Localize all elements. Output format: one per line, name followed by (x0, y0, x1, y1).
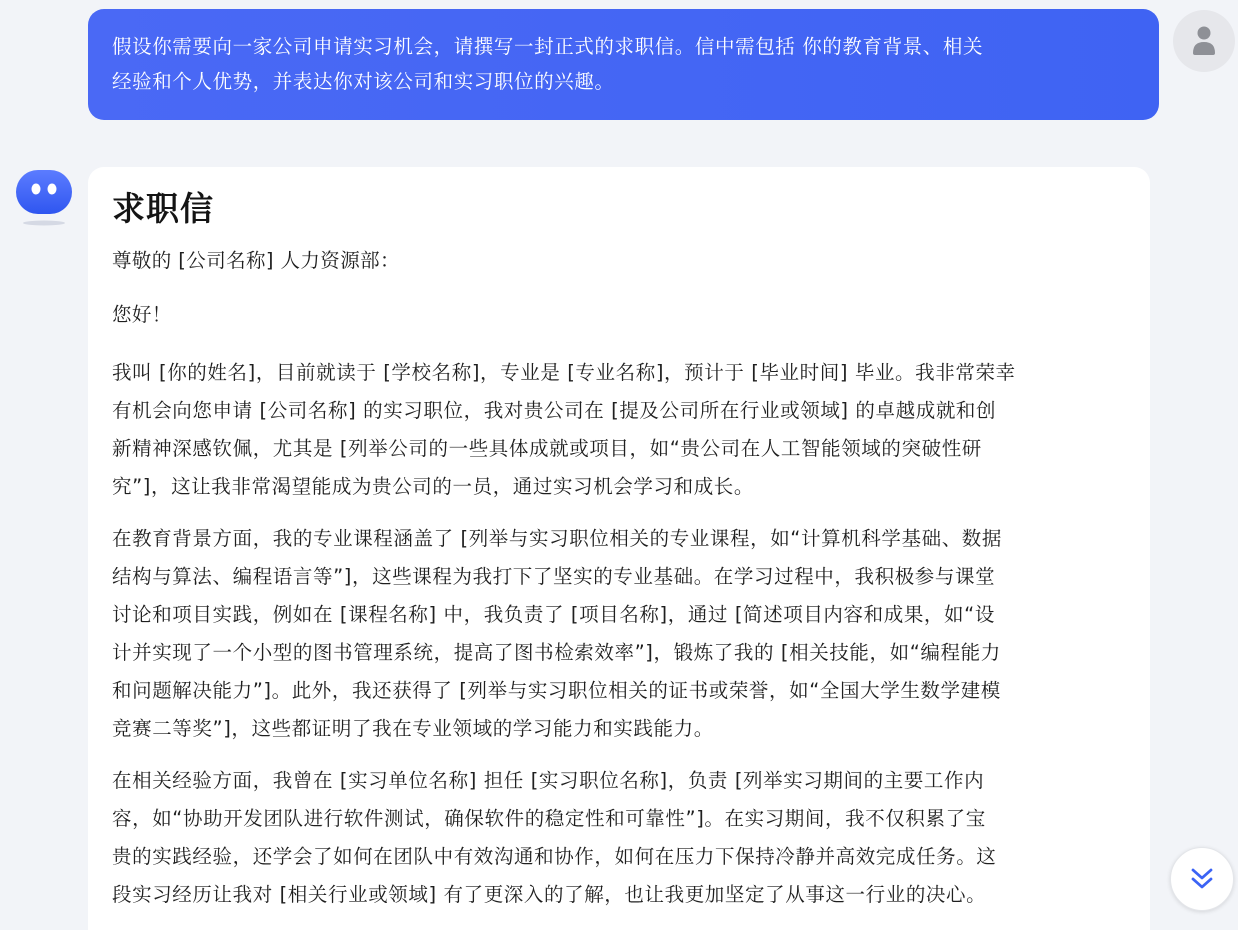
paragraph-line: 结构与算法、编程语言等”]，这些课程为我打下了坚实的专业基础。在学习过程中，我积极参与课堂 (112, 565, 996, 588)
paragraph-line: 容，如“协助开发团队进行软件测试，确保软件的稳定性和可靠性”]。在实习期间，我不仅积累了宝 (112, 807, 986, 830)
paragraph-line: 究”]，这让我非常渴望能成为贵公司的一员，通过实习机会学习和成长。 (112, 475, 755, 498)
paragraph-line: 在教育背景方面，我的专业课程涵盖了 [列举与实习职位相关的专业课程，如“计算机科学基础、数据 (112, 527, 1003, 550)
letter-salutation: 尊敬的 [公司名称] 人力资源部： (112, 249, 400, 272)
paragraph-line: 段实习经历让我对 [相关行业或领域] 有了更深入的了解，也让我更加坚定了从事这一行业的决心。 (112, 883, 987, 906)
letter-paragraph (112, 762, 1126, 914)
assistant-message-card (88, 167, 1150, 930)
paragraph-line: 新精神深感钦佩，尤其是 [列举公司的一些具体成就或项目，如“贵公司在人工智能领域的突破性研 (112, 437, 982, 460)
assistant-avatar (13, 167, 75, 231)
paragraph-line: 计并实现了一个小型的图书管理系统，提高了图书检索效率”]，锻炼了我的 [相关技能，如“编程能力 (112, 641, 1001, 664)
letter-paragraph (112, 520, 1126, 748)
user-message-line: 假设你需要向一家公司申请实习机会，请撰写一封正式的求职信。信中需包括 你的教育背景、相关 (112, 35, 984, 58)
user-message-bubble (88, 9, 1159, 120)
paragraph-line: 贵的实践经验，还学会了如何在团队中有效沟通和协作，如何在压力下保持冷静并高效完成任务。这 (112, 845, 997, 868)
letter-paragraph (112, 354, 1126, 506)
paragraph-line: 有机会向您申请 [公司名称] 的实习职位，我对贵公司在 [提及公司所在行业或领域] 的卓越成就和创 (112, 399, 997, 422)
user-avatar[interactable] (1173, 10, 1235, 72)
user-message-line: 经验和个人优势，并表达你对该公司和实习职位的兴趣。 (112, 70, 615, 93)
paragraph-line: 竞赛二等奖”]，这些都证明了我在专业领域的学习能力和实践能力。 (112, 717, 714, 740)
person-icon (1192, 25, 1216, 57)
letter-title: 求职信 (112, 189, 214, 228)
letter-greeting: 您好！ (112, 303, 172, 326)
paragraph-line: 讨论和项目实践，例如在 [课程名称] 中，我负责了 [项目名称]，通过 [简述项目内容和成果，如“设 (112, 603, 995, 626)
scroll-to-bottom-button[interactable] (1170, 847, 1234, 911)
double-chevron-down-icon (1188, 865, 1216, 893)
bot-face-icon (13, 167, 75, 231)
paragraph-line: 和问题解决能力”]。此外，我还获得了 [列举与实习职位相关的证书或荣誉，如“全国大学生数学建模 (112, 679, 1001, 702)
paragraph-line: 我叫 [你的姓名]，目前就读于 [学校名称]，专业是 [专业名称]，预计于 [毕业时间] 毕业。我非常荣幸 (112, 361, 1016, 384)
paragraph-line: 在相关经验方面，我曾在 [实习单位名称] 担任 [实习职位名称]，负责 [列举实习期间的主要工作内 (112, 769, 985, 792)
